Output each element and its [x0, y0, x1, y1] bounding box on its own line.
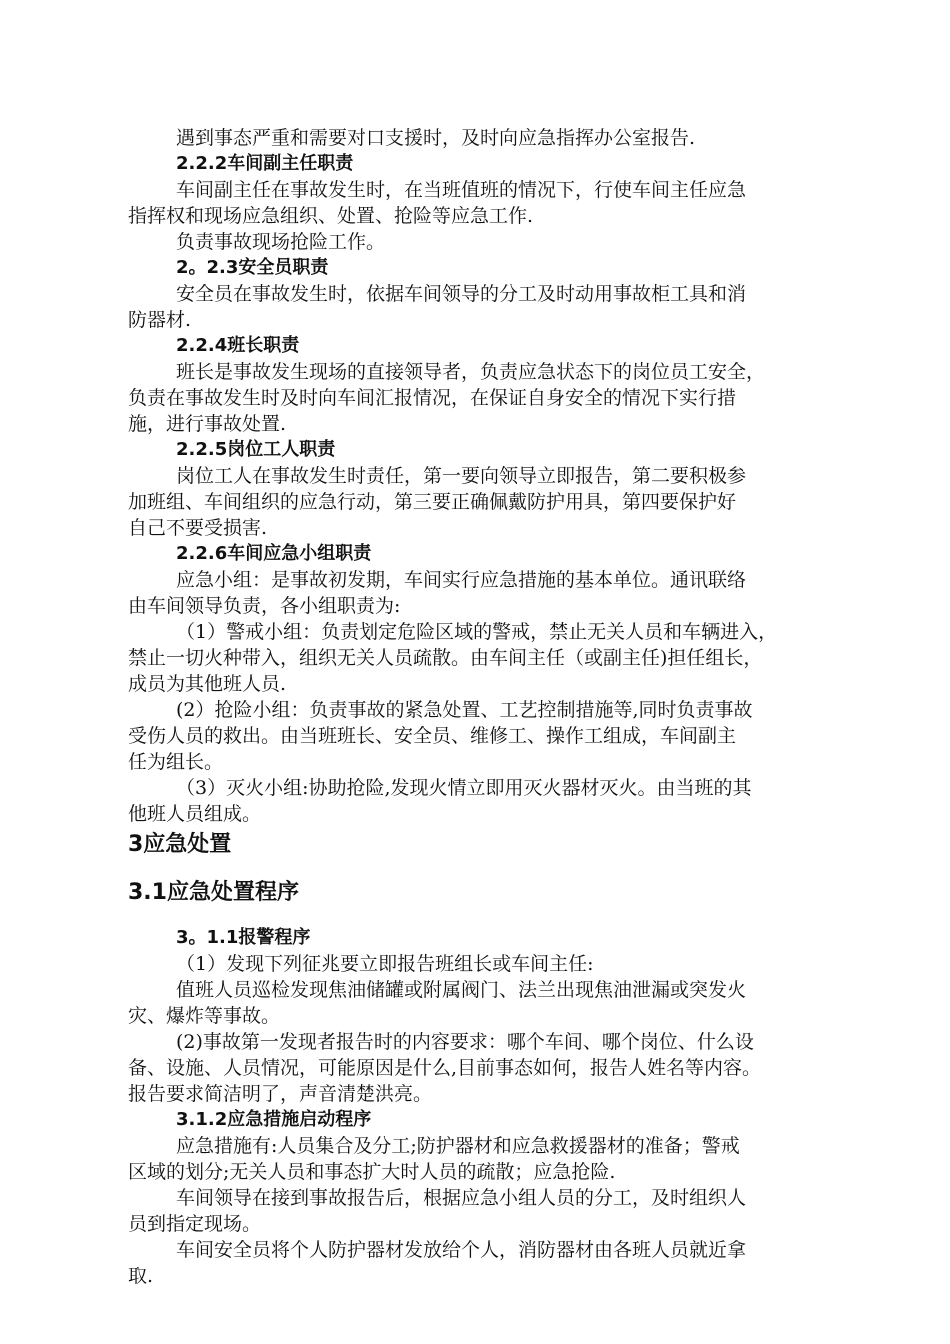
- paragraph-line: （3）灭火小组:协助抢险,发现火情立即用灭火器材灭火。由当班的其: [176, 777, 752, 799]
- paragraph-line: 区域的划分;无关人员和事态扩大时人员的疏散；应急抢险.: [128, 1161, 616, 1183]
- paragraph-line: 由车间领导负责，各小组职责为:: [128, 595, 401, 617]
- paragraph-line: 任为组长。: [128, 751, 224, 773]
- paragraph-line: 指挥权和现场应急组织、处置、抢险等应急工作.: [128, 205, 534, 227]
- paragraph-line: 值班人员巡检发现焦油储罐或附属阀门、法兰出现焦油泄漏或突发火: [176, 979, 747, 1001]
- paragraph-line: (2)事故第一发现者报告时的内容要求：哪个车间、哪个岗位、什么设: [176, 1031, 754, 1053]
- paragraph-line: 车间安全员将个人防护器材发放给个人，消防器材由各班人员就近拿: [176, 1239, 747, 1261]
- section-heading-2-2-6: 2.2.6车间应急小组职责: [176, 543, 372, 564]
- paragraph-line: 禁止一切火种带入，组织无关人员疏散。由车间主任（或副主任)担任组长，: [128, 647, 763, 669]
- paragraph-line: 防器材.: [128, 309, 192, 331]
- paragraph-line: 安全员在事故发生时，依据车间领导的分工及时动用事故柜工具和消: [176, 283, 747, 305]
- paragraph-line: 班长是事故发生现场的直接领导者，负责应急状态下的岗位员工安全，: [176, 361, 766, 383]
- paragraph-line: (2）抢险小组：负责事故的紧急处置、工艺控制措施等,同时负责事故: [176, 699, 753, 721]
- paragraph-line: 车间副主任在事故发生时，在当班值班的情况下，行使车间主任应急: [176, 179, 747, 201]
- paragraph-line: 岗位工人在事故发生时责任，第一要向领导立即报告，第二要积极参: [176, 465, 747, 487]
- paragraph-line: 灾、爆炸等事故。: [128, 1005, 281, 1027]
- paragraph-line: 自己不要受损害.: [128, 517, 268, 539]
- paragraph-line: 取.: [128, 1265, 154, 1287]
- paragraph-line: 员到指定现场。: [128, 1213, 262, 1235]
- chapter-heading-3: 3应急处置: [128, 832, 232, 857]
- paragraph-line: 加班组、车间组织的应急行动，第三要正确佩戴防护用具，第四要保护好: [128, 491, 737, 513]
- section-heading-2-2-3: 2。2.3安全员职责: [176, 257, 329, 278]
- section-heading-2-2-2: 2.2.2车间副主任职责: [176, 153, 354, 174]
- section-heading-3-1: 3.1应急处置程序: [128, 880, 299, 905]
- paragraph-line: 应急措施有:人员集合及分工;防护器材和应急救援器材的准备；警戒: [176, 1135, 740, 1157]
- section-heading-3-1-1: 3。1.1报警程序: [176, 927, 311, 948]
- paragraph-line: （1）发现下列征兆要立即报告班组长或车间主任:: [176, 953, 594, 975]
- paragraph-line: 应急小组：是事故初发期，车间实行应急措施的基本单位。通讯联络: [176, 569, 747, 591]
- paragraph-line: 负责在事故发生时及时向车间汇报情况，在保证自身安全的情况下实行措: [128, 387, 737, 409]
- paragraph-line: 遇到事态严重和需要对口支援时，及时向应急指挥办公室报告.: [176, 127, 696, 149]
- paragraph-line: 成员为其他班人员.: [128, 673, 287, 695]
- section-heading-2-2-5: 2.2.5岗位工人职责: [176, 439, 336, 460]
- paragraph-line: 受伤人员的救出。由当班班长、安全员、维修工、操作工组成，车间副主: [128, 725, 737, 747]
- paragraph-line: 车间领导在接到事故报告后，根据应急小组人员的分工，及时组织人: [176, 1187, 747, 1209]
- paragraph-line: 报告要求简洁明了，声音清楚洪亮。: [128, 1083, 433, 1105]
- paragraph-line: （1）警戒小组：负责划定危险区域的警戒，禁止无关人员和车辆进入，: [176, 621, 778, 643]
- paragraph-line: 备、设施、人员情况，可能原因是什么,目前事态如何，报告人姓名等内容。: [128, 1057, 762, 1079]
- paragraph-line: 他班人员组成。: [128, 803, 262, 825]
- paragraph-line: 负责事故现场抢险工作。: [176, 231, 386, 253]
- section-heading-3-1-2: 3.1.2应急措施启动程序: [176, 1109, 372, 1130]
- section-heading-2-2-4: 2.2.4班长职责: [176, 335, 300, 356]
- paragraph-line: 施，进行事故处置.: [128, 413, 287, 435]
